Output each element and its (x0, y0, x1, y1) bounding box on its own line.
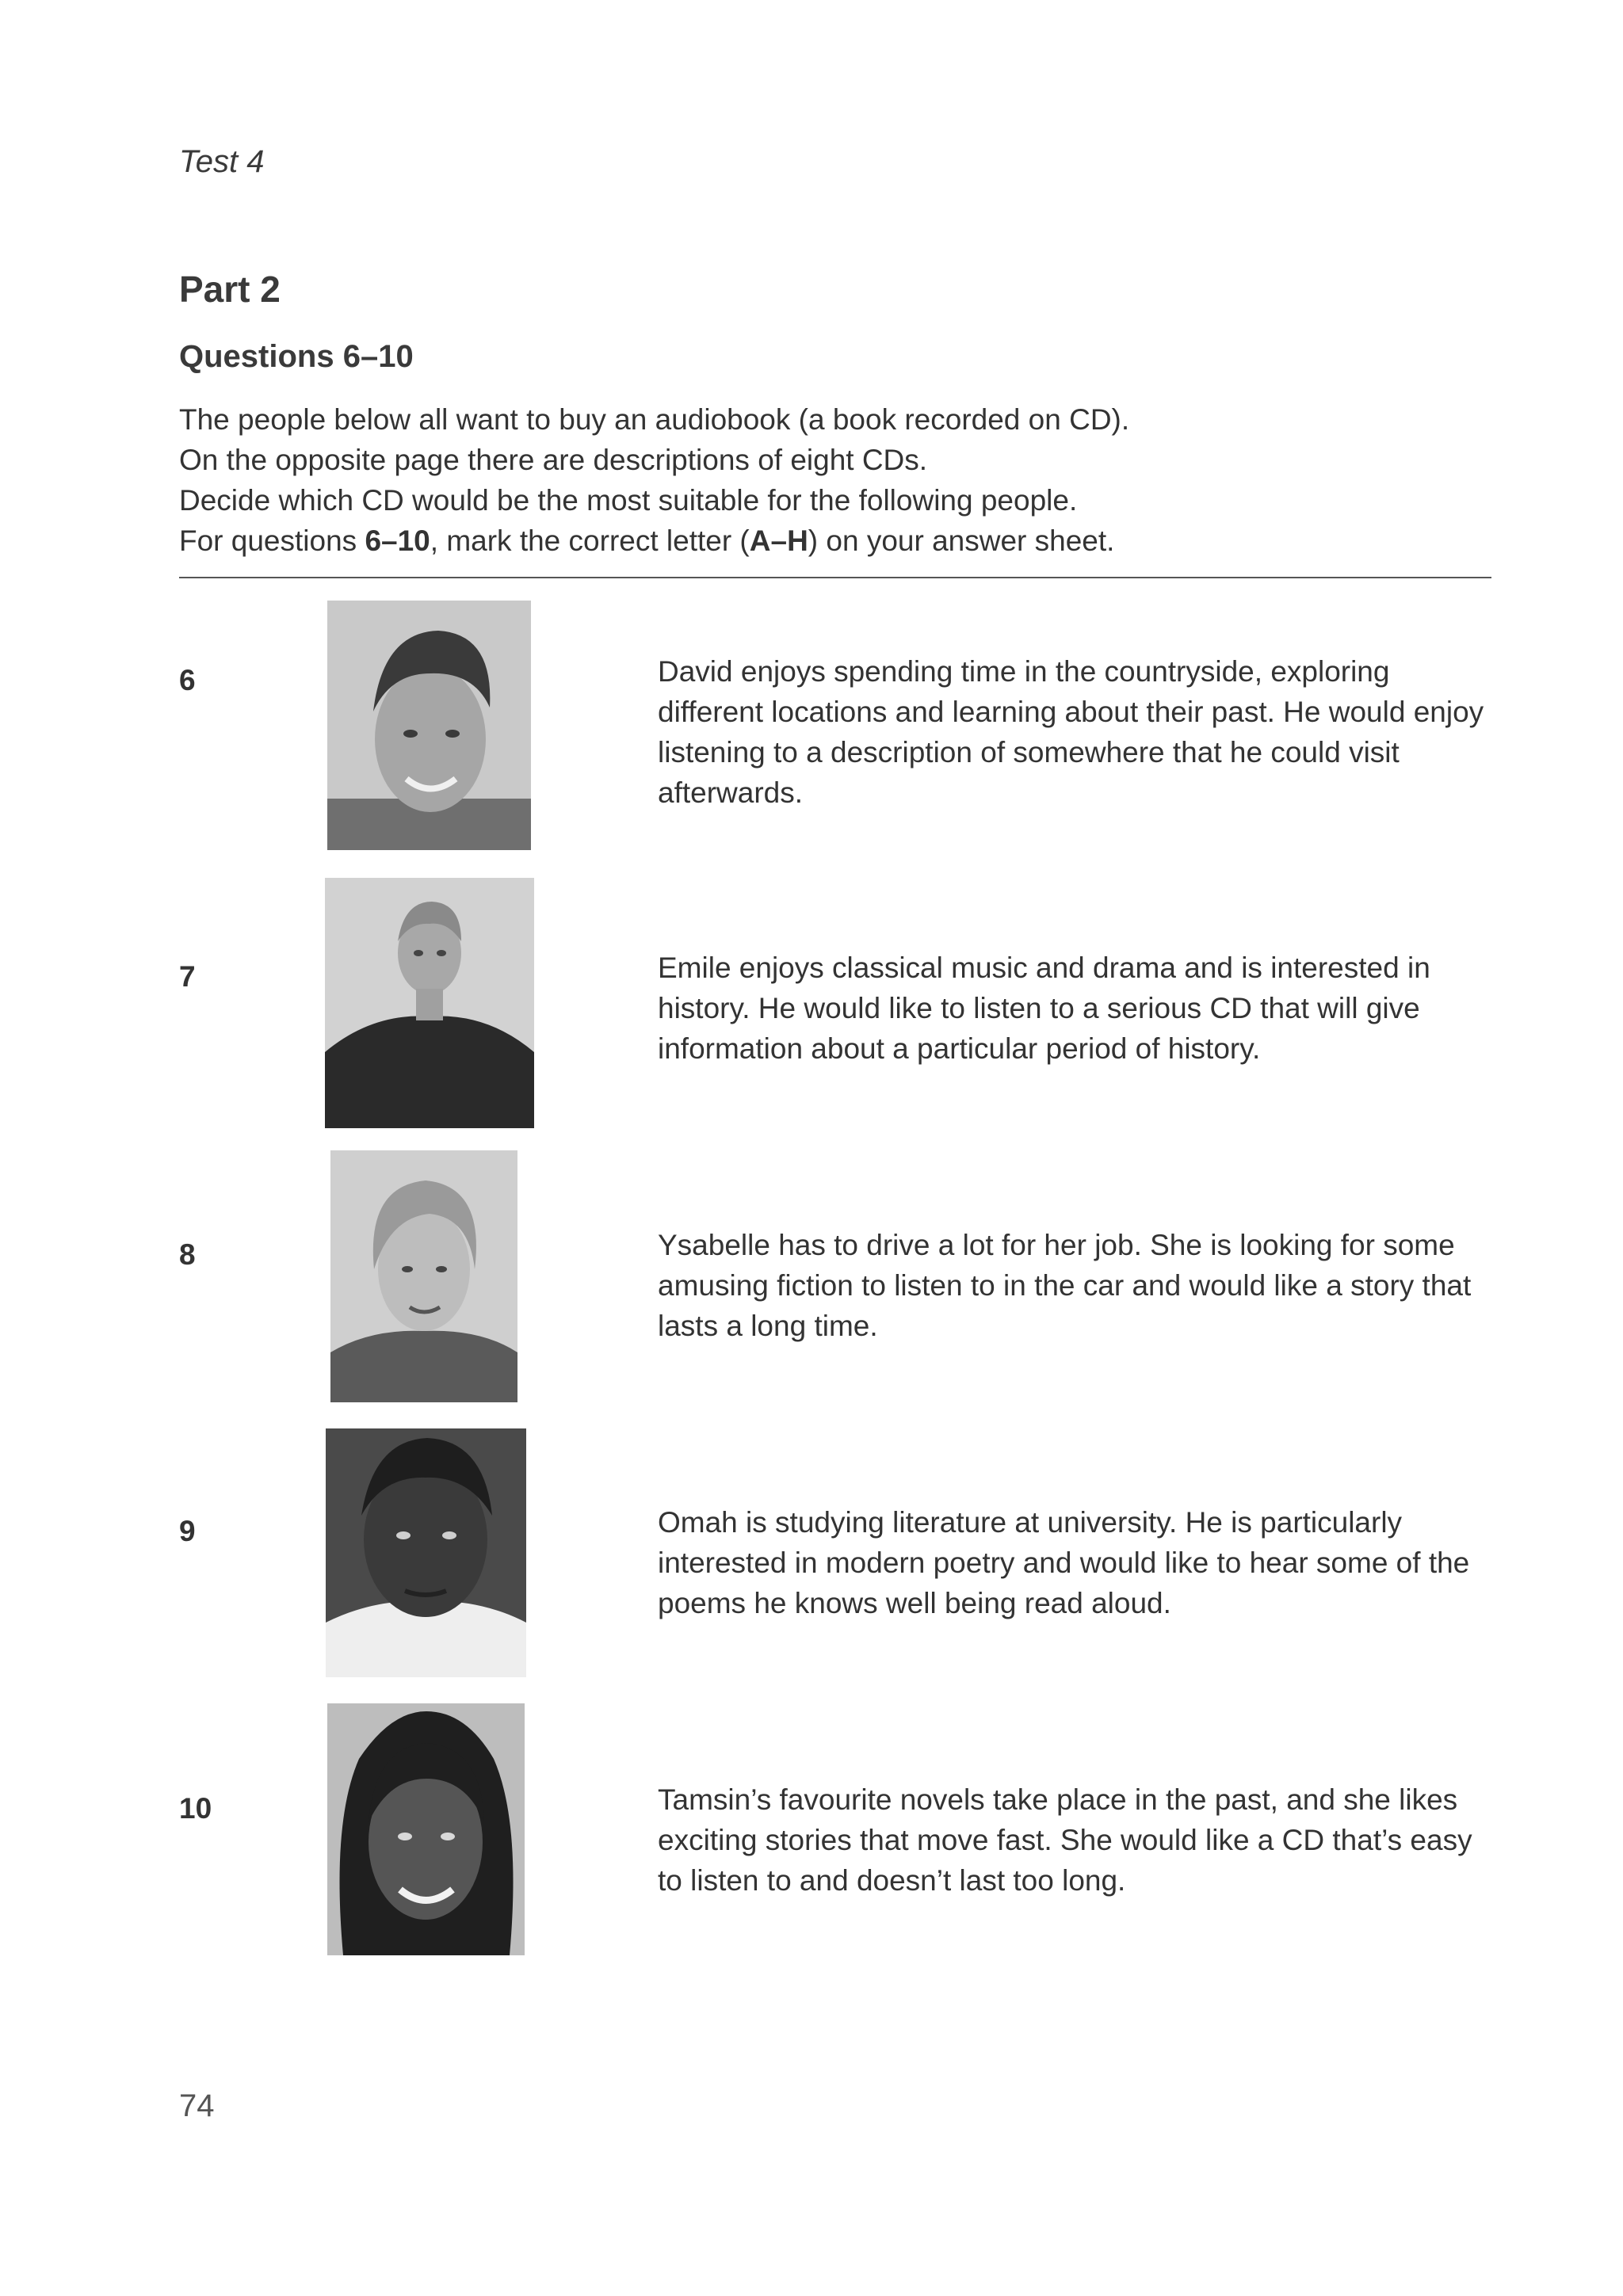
person-description: Tamsin’s favourite novels take place in the past, and she likes exciting stories that move fast. She would like a CD that’s easy to listen to and doesn’t last too long. (658, 1783, 1472, 1897)
portrait-photo (326, 1428, 526, 1677)
person-description: Omah is studying literature at university. He is particularly interested in modern poetry and would like to hear some of the poems he knows well being read aloud. (658, 1506, 1470, 1619)
question-number: 9 (179, 1515, 196, 1547)
page-number: 74 (179, 2088, 215, 2123)
instruction-line-4-prefix: For questions (179, 524, 365, 557)
person-description: Ysabelle has to drive a lot for her job. She is looking for some amusing fiction to listen to in the car and would like a story that lasts a long time. (658, 1229, 1472, 1342)
question-number: 8 (179, 1238, 196, 1271)
instruction-line-2: On the opposite page there are descriptions of eight CDs. (179, 444, 928, 476)
portrait-photo (330, 1150, 517, 1402)
page-header: Test 4 (179, 144, 265, 179)
instruction-line-4-suffix: ) on your answer sheet. (808, 524, 1115, 557)
part-title: Part 2 (179, 269, 281, 310)
question-number: 7 (179, 960, 196, 993)
instruction-line-3: Decide which CD would be the most suitable for the following people. (179, 484, 1078, 517)
letter-range: A–H (749, 524, 808, 557)
portrait-photo (327, 601, 531, 850)
question-number: 10 (179, 1792, 212, 1825)
portrait-photo (325, 878, 534, 1128)
instruction-line-4-middle: , mark the correct letter ( (430, 524, 750, 557)
person-description: David enjoys spending time in the countryside, exploring different locations and learning about their past. He would enjoy listening to a description of somewhere that he could visit afterwards. (658, 655, 1484, 809)
question-range: 6–10 (365, 524, 430, 557)
portrait-photo (327, 1703, 525, 1955)
person-description: Emile enjoys classical music and drama and is interested in history. He would like to listen to a serious CD that will give information about a particular period of history. (658, 952, 1430, 1065)
questions-title: Questions 6–10 (179, 339, 414, 374)
instruction-line-1: The people below all want to buy an audiobook (a book recorded on CD). (179, 403, 1130, 436)
question-number: 6 (179, 664, 196, 696)
